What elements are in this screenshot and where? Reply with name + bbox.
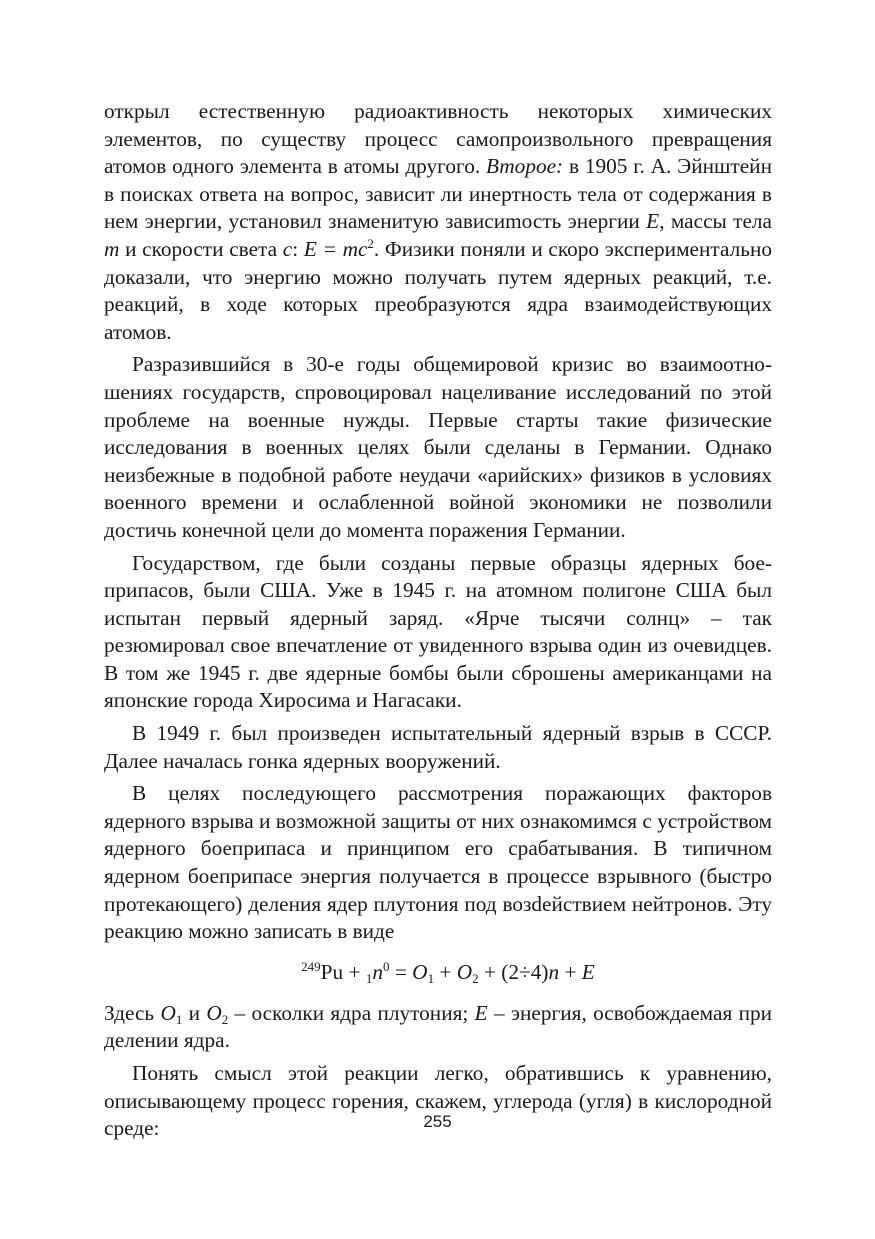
formula-operator: =: [389, 959, 413, 984]
equation-exponent: 2: [367, 235, 374, 251]
text-run: – осколки ядра плутония;: [228, 1000, 475, 1025]
formula-operator: + (2÷4): [478, 959, 549, 984]
paragraph-world-crisis: Разразившийся в 30-е годы общемировой кризис во взаимоотношениях государств, спровоцировал нацеливание исследований по этой проблеме на военные нужды. Первые старты такие физические исследования в военных целях были сделаны в Германии. Однако неизбежные в подобной работе неудачи «арийских» физиков в условиях военного времени и ослабленной войной экономики не позволили достичь конечной цели до момента поражения Германии.: [104, 352, 772, 542]
text-run: открыл естественную радиоактивность некоторых химических элементов, по существу процесс самопроизвольного превращения атомов одного элемента в атомы другого.: [104, 99, 772, 179]
formula-operator: +: [559, 959, 582, 984]
symbol-fragment-2: O: [206, 1000, 222, 1025]
paragraph-formula-explanation: [104, 1000, 772, 1055]
formula-neutron-superscript: 0: [383, 958, 390, 974]
formula-fragment-2: O: [456, 959, 473, 984]
text-run: , массы тела: [659, 209, 773, 234]
symbol-index: 2: [221, 1011, 229, 1027]
page-number: 255: [423, 1112, 452, 1131]
paragraph-combustion-analogy: Понять смысл этой реакции легко, обратившись к уравнению, описывающему процесс горения, скажем, углерода (угля) в кислородной среде:: [104, 1061, 772, 1141]
paragraph-nuclear-device: В целях последующего рассмотрения поражающих факторов ядерного взрыва и возможной защиты от них ознакомимся с устройством ядерного боеприпаса и принципом его срабатывания. В типичном ядерном боеприпасе энергия получается в процессе взрывного (быстро протекающего) деления ядер плутония под возdействием нейтронов. Эту реакцию можно записать в виде: [104, 781, 772, 944]
formula-mass-number: 249: [301, 958, 321, 974]
symbol-index: 1: [175, 1011, 183, 1027]
paragraph-ussr-test: В 1949 г. был произведен испытательный ядерный взрыв в СССР. Далее началась гонка ядерных вооружений.: [104, 721, 772, 773]
text-run: Здесь: [104, 1000, 161, 1025]
text-run: :: [292, 236, 304, 261]
text-run: . Физики поняли и скоро экспериментально доказали, что энергию можно получать путем ядерных реакций, т.е. реакций, в ходе которых преобразуются ядра взаимодействующих атомов.: [104, 236, 772, 344]
formula-neutron: n: [372, 959, 383, 984]
symbol-energy: E: [474, 1000, 488, 1025]
symbol-mass: m: [104, 236, 120, 261]
formula-operator: +: [343, 959, 366, 984]
symbol-energy: E: [646, 209, 660, 234]
paragraph-radioactivity: [104, 98, 772, 346]
symbol-light-speed: c: [282, 236, 293, 261]
page-body: [104, 98, 772, 1148]
paragraph-usa-first-weapons: Государством, где были созданы первые образцы ядерных боеприпасов, были США. Уже в 1945 г. на атомном полигоне США был испытан первый ядерный заряд. «Ярче тысячи солнц» – так резюмировал свое впечатление от увиденного взрыва один из очевидцев. В том же 1945 г. две ядерные бомбы были сброшены американцами на японские города Хиросима и Нагасаки.: [104, 550, 772, 713]
text-run: и скорости света: [119, 236, 283, 261]
formula-fragment-1-index: 1: [427, 970, 435, 986]
formula-operator: +: [434, 959, 457, 984]
formula-fragment-2-index: 2: [472, 970, 479, 986]
text-run: и: [182, 1000, 207, 1025]
symbol-fragment-1: O: [160, 1000, 176, 1025]
formula-neutrons: n: [548, 959, 560, 984]
einstein-equation: E = mc: [303, 236, 368, 261]
formula-fragment-1: O: [412, 959, 428, 984]
text-run: – энергия, освобождаемая при делении ядра.: [104, 1000, 773, 1053]
formula-neutron-subscript: 1: [365, 970, 373, 986]
formula-energy: E: [581, 959, 595, 984]
emphasis-second: Второе:: [486, 154, 564, 179]
fission-reaction-formula: [104, 958, 772, 986]
formula-plutonium: Pu: [320, 959, 344, 984]
text-run: в 1905 г. А. Эйнштейн в поисках ответа на вопрос, зависит ли инертность тела от содержания в нем энергии, установил знаменитую зависиmость энергии: [104, 154, 772, 234]
